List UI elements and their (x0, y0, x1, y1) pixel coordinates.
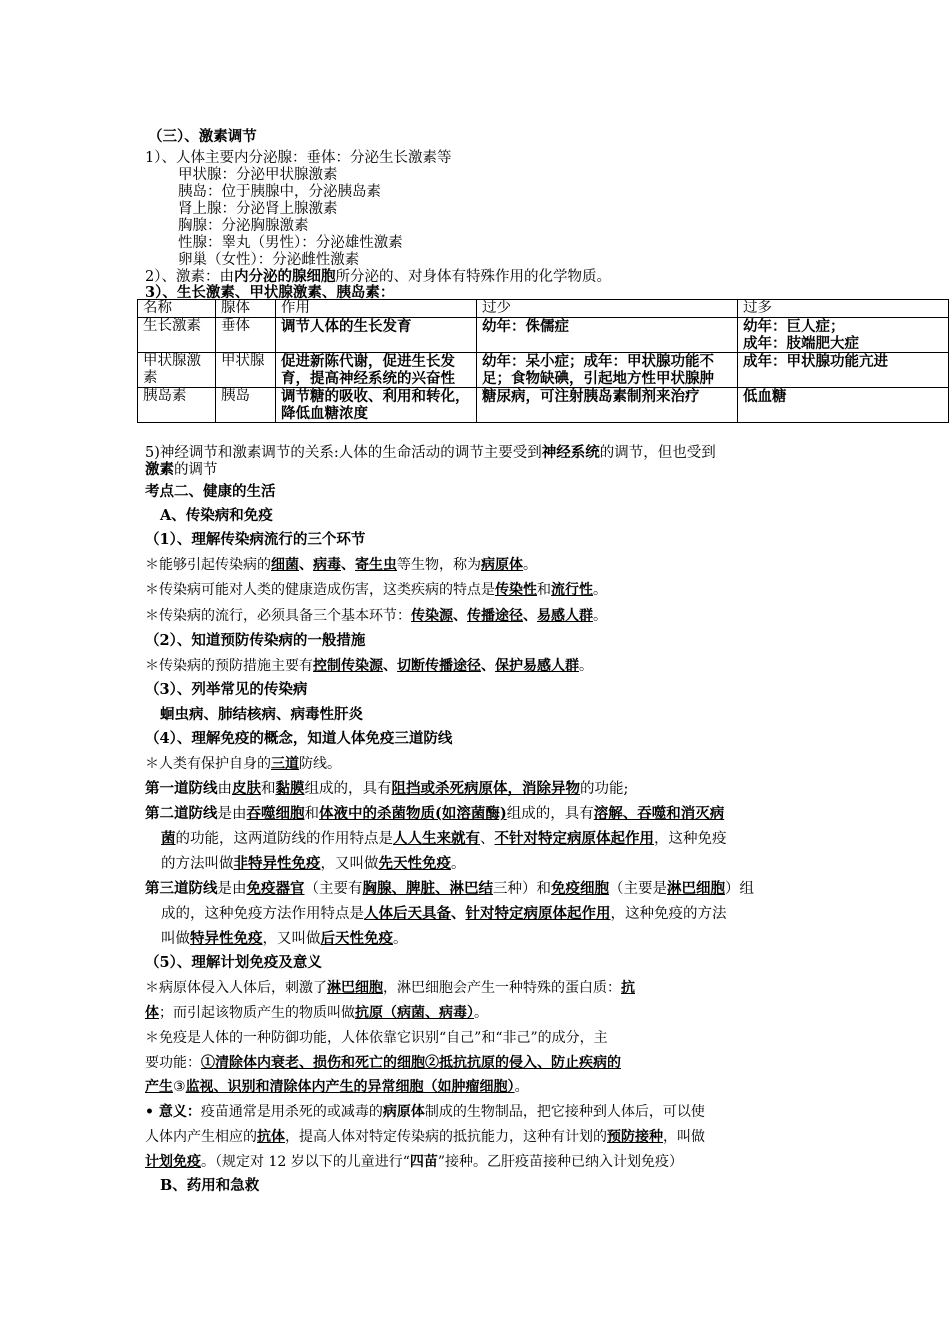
text: 。 (523, 557, 537, 573)
text: ，这种免疫 (654, 831, 727, 847)
table-row (138, 388, 949, 423)
text: ＊能够引起传染病的 (145, 557, 271, 573)
text: 组成的，具有 (304, 781, 392, 797)
key-term: 神经系统 (541, 444, 600, 461)
table-cell: 幼年：侏儒症 (477, 318, 738, 353)
key-term: 针对特定病原体起作用 (465, 905, 611, 922)
text: ，这种免疫的方法 (610, 906, 727, 922)
table-header-row (138, 300, 949, 318)
key-term: 传染源 (411, 608, 453, 624)
text: 的功能，这两道防线的作用特点是 (175, 831, 393, 847)
text-line (161, 855, 466, 873)
text-line (145, 607, 607, 625)
key-term: 第二道防线 (145, 805, 218, 822)
text: 、 (341, 557, 355, 573)
text: 、 (523, 608, 537, 624)
text: 等生物，称为 (397, 557, 481, 573)
key-term: 先天性免疫 (378, 855, 451, 872)
text: 和 (304, 806, 319, 822)
key-term: 切断传播途径 (397, 658, 481, 674)
text-line (145, 1128, 705, 1146)
key-term: 控制传染源 (313, 658, 383, 674)
table-cell: 胰岛素 (138, 388, 216, 423)
text-line: 1）、人体主要内分泌腺：垂体：分泌生长激素等 (145, 150, 452, 166)
key-term: 四苗 (409, 1154, 438, 1170)
text: ＊病原体侵入人体后，刺激了 (145, 980, 327, 996)
text: ；而引起该物质产生的物质叫做 (159, 1005, 355, 1021)
text-line (161, 905, 727, 923)
key-term: 细菌 (271, 557, 299, 573)
text: 三种）和 (493, 881, 551, 897)
text: ③ (173, 1079, 186, 1095)
text: 成的，这种免疫方法作用特点是 (161, 906, 364, 922)
text: ＊传染病可能对人类的健康造成伤害，这类疾病的特点是 (145, 582, 495, 598)
key-term: 抗 (621, 980, 635, 996)
text-line (145, 1103, 705, 1121)
key-term: 寄生虫 (355, 557, 397, 573)
text-line (145, 979, 635, 997)
text: 是由 (217, 881, 247, 897)
text: 。 (593, 608, 607, 624)
table-cell: 甲状腺激素 (138, 353, 216, 388)
key-term: 免疫细胞 (551, 880, 609, 897)
text: 的方法叫做 (161, 856, 234, 872)
text: ，又叫做 (320, 856, 379, 872)
text: 和 (537, 582, 551, 598)
table-cell: 幼年：巨人症； 成年：肢端肥大症 (738, 318, 949, 353)
key-term: 胸腺、脾脏、淋巴结 (362, 880, 493, 897)
text: 、 (299, 557, 313, 573)
text-line (145, 657, 593, 675)
key-term: 病原体 (481, 557, 523, 573)
text: 。 (393, 931, 408, 947)
text: 。（规定对 12 岁以下的儿童进行“ (201, 1154, 410, 1170)
key-term: 不针对特定病原体起作用 (494, 830, 654, 847)
text: 5)神经调节和激素调节的关系:人体的生命活动的调节主要受到 (145, 445, 542, 461)
text: （主要有 (304, 881, 363, 897)
text: 的调节 (174, 462, 218, 478)
key-term: 病原体 (382, 1104, 425, 1120)
text-line (161, 930, 408, 948)
text: 。 (579, 658, 593, 674)
subsection-title: B、药用和急救 (160, 1177, 260, 1194)
text-line (145, 581, 607, 599)
key-term: 流行性 (551, 582, 593, 598)
key-term: 病毒 (313, 557, 341, 573)
section-title: （三）、激素调节 (148, 128, 257, 145)
key-term: • 意义： (145, 1104, 201, 1120)
text-line (145, 1153, 683, 1171)
subsection-title: （5）、理解计划免疫及意义 (145, 954, 322, 971)
section-title: 考点二、健康的生活 (145, 483, 276, 500)
key-term: 预防接种 (607, 1129, 663, 1145)
hormone-table (137, 299, 949, 423)
text: （主要是 (609, 881, 667, 897)
text-line (145, 1054, 621, 1072)
key-term: 抗体 (257, 1129, 285, 1145)
text-line (161, 830, 727, 848)
text: 所分泌的、对身体有特殊作用的化学物质。 (335, 269, 611, 285)
text: 由 (217, 781, 232, 797)
text: ，淋巴细胞会产生一种特殊的蛋白质： (383, 980, 621, 996)
table-cell: 甲状腺 (216, 353, 276, 388)
subsection-title: （1）、理解传染病流行的三个环节 (145, 531, 366, 548)
key-term: 传染性 (495, 582, 537, 598)
table-row (138, 353, 949, 388)
text: 2）、激素：由 (145, 269, 234, 285)
table-cell: 调节糖的吸收、利用和转化，降低血糖浓度 (276, 388, 477, 423)
text: 、 (453, 608, 467, 624)
text: 组成的，具有 (506, 806, 594, 822)
text: 。 (474, 1005, 488, 1021)
table-header: 过少 (477, 300, 738, 318)
key-term: 易感人群 (537, 608, 593, 624)
table-cell: 胰岛 (216, 388, 276, 423)
table-cell: 调节人体的生长发育 (276, 318, 477, 353)
text: ，叫做 (663, 1129, 705, 1145)
key-term: 特异性免疫 (190, 930, 263, 947)
subsection-title: （2）、知道预防传染病的一般措施 (145, 632, 366, 649)
key-term: ①清除体内衰老、损伤和死亡的细胞②抵抗抗原的侵入、防止疾病的 (201, 1055, 621, 1071)
text: 疫苗通常是用杀死的或减毒的 (200, 1104, 383, 1120)
key-term: 淋巴细胞 (667, 880, 725, 897)
text: 、 (481, 658, 495, 674)
text: ，提高人体对特定传染病的抵抗能力，这种有计划的 (285, 1129, 607, 1145)
text: 制成的生物制品，把它接种到人体后，可以使 (424, 1104, 705, 1120)
text: ＊人类有保护自身的 (145, 756, 271, 772)
text-line (145, 444, 716, 462)
text: 人体内产生相应的 (145, 1129, 257, 1145)
key-term: 人体后天具备 (364, 905, 451, 922)
key-term: 后天性免疫 (320, 930, 393, 947)
table-header: 腺体 (216, 300, 276, 318)
key-term: 吞噬细胞 (246, 805, 305, 822)
text-line (145, 1004, 488, 1022)
text: 要功能： (145, 1055, 201, 1071)
text: 、 (451, 905, 466, 922)
key-term: 体 (145, 1005, 159, 1021)
key-term: 黏膜 (275, 780, 305, 797)
text: ＊传染病的预防措施主要有 (145, 658, 313, 674)
key-term: 监视、识别和清除体内产生的异常细胞（如肿瘤细胞） (185, 1079, 515, 1095)
text-line (145, 461, 218, 479)
key-term: 计划免疫 (145, 1154, 201, 1170)
text-line (145, 755, 341, 773)
text: 、 (480, 831, 495, 847)
key-term: 抗原（病菌、病毒） (355, 1005, 474, 1021)
key-term: 内分泌的腺细胞 (233, 268, 336, 285)
text: 防线。 (299, 756, 341, 772)
text: 的功能; (580, 781, 629, 797)
text-line: 蛔虫病、肺结核病、病毒性肝炎 (160, 706, 363, 723)
text: ＊传染病的流行，必须具备三个基本环节： (145, 608, 411, 624)
subsection-title: （3）、列举常见的传染病 (145, 681, 308, 698)
gland-line: 肾上腺：分泌肾上腺激素 (178, 201, 338, 217)
key-term: 人人生来就有 (393, 830, 480, 847)
table-cell: 成年：甲状腺功能亢进 (738, 353, 949, 388)
subsection-title: A、传染病和免疫 (160, 507, 273, 524)
table-cell: 低血糖 (738, 388, 949, 423)
key-term: 第一道防线 (145, 780, 218, 797)
text: 、 (383, 658, 397, 674)
key-term: 体液中的杀菌物质(如溶菌酶) (319, 805, 507, 822)
gland-line: 卵巢（女性）：分泌雌性激素 (178, 252, 360, 268)
text: 叫做 (161, 931, 190, 947)
text: ”接种。乙肝疫苗接种已纳入计划免疫） (437, 1154, 684, 1170)
text: 是由 (217, 806, 247, 822)
text: 。 (514, 1079, 529, 1095)
gland-line: 性腺：睾丸（男性）：分泌雄性激素 (178, 235, 403, 251)
key-term: 菌 (161, 830, 176, 847)
key-term: 非特异性免疫 (233, 855, 321, 872)
key-term: 三道 (271, 756, 299, 772)
key-term: 激素 (145, 461, 174, 478)
text: ）组 (725, 881, 754, 897)
text-line (145, 780, 628, 798)
table-header: 名称 (138, 300, 216, 318)
text: 。 (593, 582, 607, 598)
table-header: 作用 (276, 300, 477, 318)
gland-line: 甲状腺：分泌甲状腺激素 (178, 167, 338, 183)
gland-line: 胰岛：位于胰腺中，分泌胰岛素 (178, 184, 381, 200)
text-line (145, 556, 537, 574)
text-line (145, 805, 724, 823)
text-line: 3）、生长激素、甲状腺激素、胰岛素： (145, 284, 395, 301)
key-term: 免疫器官 (246, 880, 305, 897)
text: 的调节，但也受到 (599, 445, 716, 461)
text-line: ＊免疫是人体的一种防御功能，人体依靠它识别“自己”和“非己”的成分，主 (145, 1030, 608, 1046)
text-line (145, 1078, 529, 1096)
key-term: 第三道防线 (145, 880, 218, 897)
text-line (145, 880, 754, 898)
table-cell: 垂体 (216, 318, 276, 353)
table-cell: 幼年：呆小症；成年：甲状腺功能不足；食物缺碘，引起地方性甲状腺肿 (477, 353, 738, 388)
key-term: 产生 (145, 1079, 173, 1095)
table-cell: 糖尿病，可注射胰岛素制剂来治疗 (477, 388, 738, 423)
key-term: 阻挡或杀死病原体，消除异物 (391, 780, 580, 797)
table-header: 过多 (738, 300, 949, 318)
subsection-title: （4）、理解免疫的概念，知道人体免疫三道防线 (145, 730, 453, 747)
key-term: 保护易感人群 (495, 658, 579, 674)
text: ，又叫做 (262, 931, 321, 947)
gland-line: 胸腺：分泌胸腺激素 (178, 218, 309, 234)
text: 。 (451, 856, 466, 872)
table-row (138, 318, 949, 353)
key-term: 淋巴细胞 (327, 980, 383, 996)
key-term: 皮肤 (232, 780, 261, 797)
table-cell: 生长激素 (138, 318, 216, 353)
text: 和 (261, 781, 276, 797)
table-cell: 促进新陈代谢，促进生长发育，提高神经系统的兴奋性 (276, 353, 477, 388)
key-term: 溶解、吞噬和消灭病 (593, 805, 725, 822)
key-term: 传播途径 (467, 608, 523, 624)
